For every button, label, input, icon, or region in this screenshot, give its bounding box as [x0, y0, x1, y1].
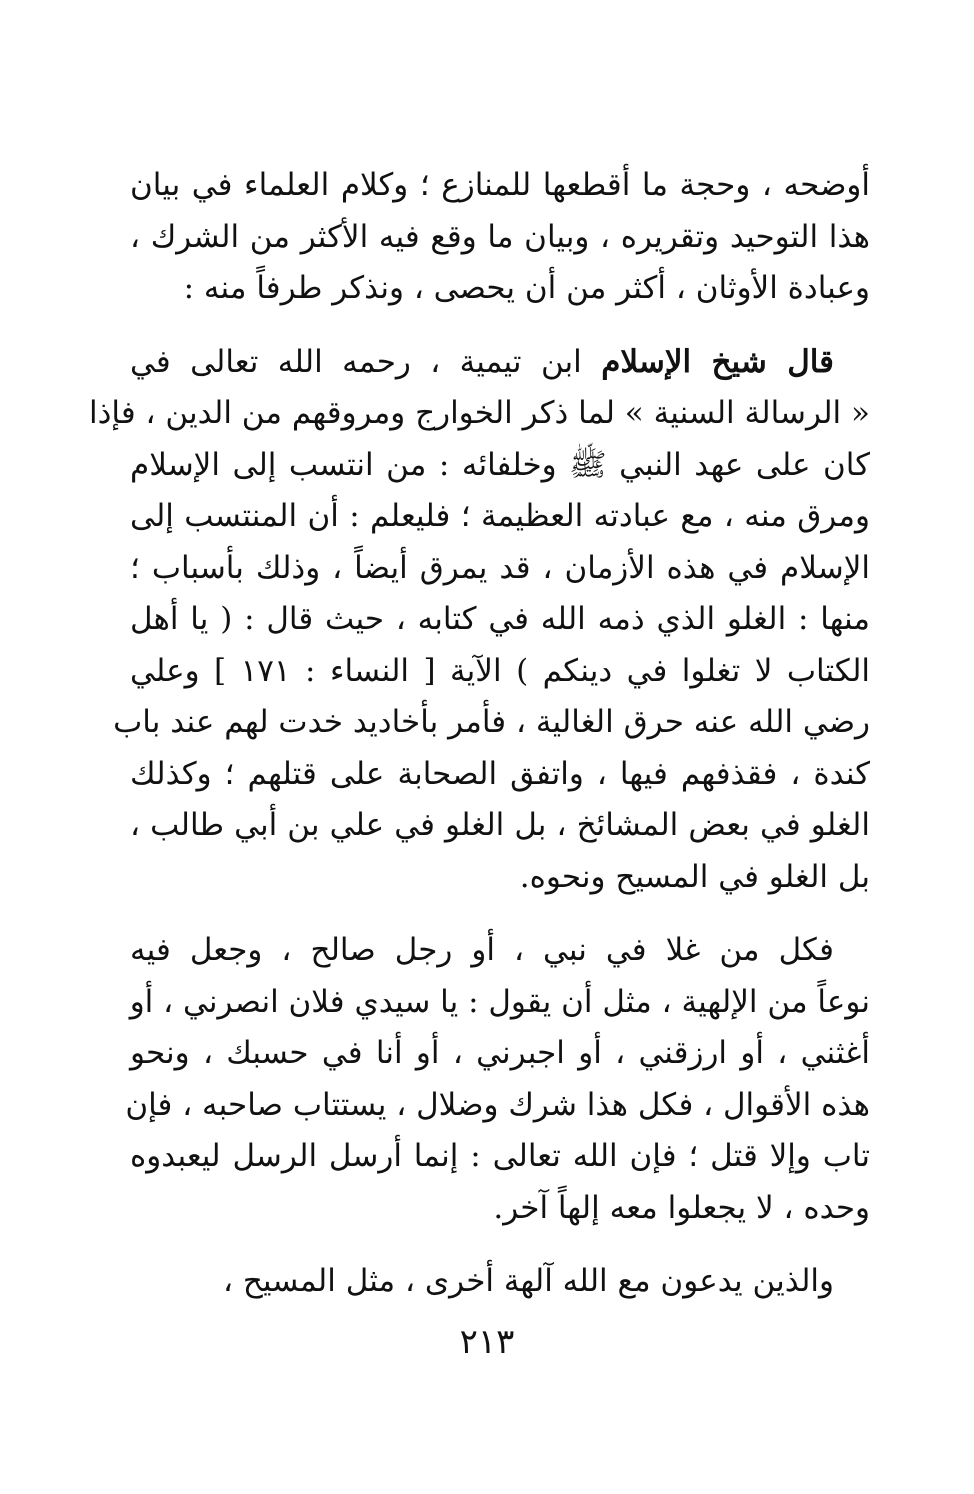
- text-line: تاب وإلا قتل ؛ فإن الله تعالى : إنما أرسل الرسل ليعبدوه: [130, 1138, 870, 1174]
- text-line: هذا التوحيد وتقريره ، وبيان ما وقع فيه الأكثر من الشرك ،: [130, 218, 870, 255]
- text-line: كان على عهد النبي ﷺ وخلفائه : من انتسب إلى الإسلام: [130, 446, 870, 483]
- bold-heading-phrase: قال شيخ الإسلام: [601, 343, 834, 380]
- paragraph-4: [130, 1256, 870, 1308]
- text-line: الكتاب لا تغلوا في دينكم ) الآية [ النساء : ١٧١ ] وعلي: [130, 652, 871, 689]
- text-line: هذه الأقوال ، فكل هذا شرك وضلال ، يستتاب صاحبه ، فإن: [125, 1086, 870, 1123]
- text-fragment: ابن تيمية ، رحمه الله تعالى في: [130, 343, 602, 380]
- page-body: [88, 160, 871, 1308]
- text-line: بل الغلو في المسيح ونحوه.: [519, 858, 870, 895]
- text-line: أوضحه ، وحجة ما أقطعها للمنازع ؛ وكلام العلماء في بيان: [130, 167, 871, 203]
- text-line: وعبادة الأوثان ، أكثر من أن يحصى ، ونذكر طرفاً منه :: [183, 270, 870, 306]
- text-line: رضي الله عنه حرق الغالية ، فأمر بأخاديد خدت لهم عند باب: [113, 704, 870, 740]
- text-line: [130, 337, 870, 389]
- text-line: والذين يدعون مع الله آلهة أخرى ، مثل المسيح ،: [223, 1263, 834, 1299]
- text-line: أغثني ، أو ارزقني ، أو اجبرني ، أو أنا في حسبك ، ونحو: [130, 1035, 870, 1071]
- text-line: كندة ، فقذفهم فيها ، واتفق الصحابة على قتلهم ؛ وكذلك: [130, 755, 870, 792]
- text-line: الغلو في بعض المشائخ ، بل الغلو في علي بن أبي طالب ،: [130, 807, 870, 843]
- text-line: الإسلام في هذه الأزمان ، قد يمرق أيضاً ، وذلك بأسباب ؛: [130, 549, 870, 586]
- text-line: منها : الغلو الذي ذمه الله في كتابه ، حيث قال : ( يا أهل: [130, 601, 870, 637]
- paragraph-3: [125, 925, 870, 1234]
- paragraph-1: [130, 160, 870, 315]
- text-line: وحده ، لا يجعلوا معه إلهاً آخر.: [493, 1189, 870, 1226]
- page-number: ٢١٣: [459, 1322, 515, 1362]
- text-line: فكل من غلا في نبي ، أو رجل صالح ، وجعل فيه: [130, 932, 834, 968]
- text-line: « الرسالة السنية » لما ذكر الخوارج ومروقهم من الدين ، فإذا: [88, 395, 870, 431]
- text-line: ومرق منه ، مع عبادته العظيمة ؛ فليعلم : أن المنتسب إلى: [130, 498, 870, 534]
- paragraph-2: [88, 337, 871, 904]
- text-line: نوعاً من الإلهية ، مثل أن يقول : يا سيدي فلان انصرني ، أو: [129, 983, 870, 1020]
